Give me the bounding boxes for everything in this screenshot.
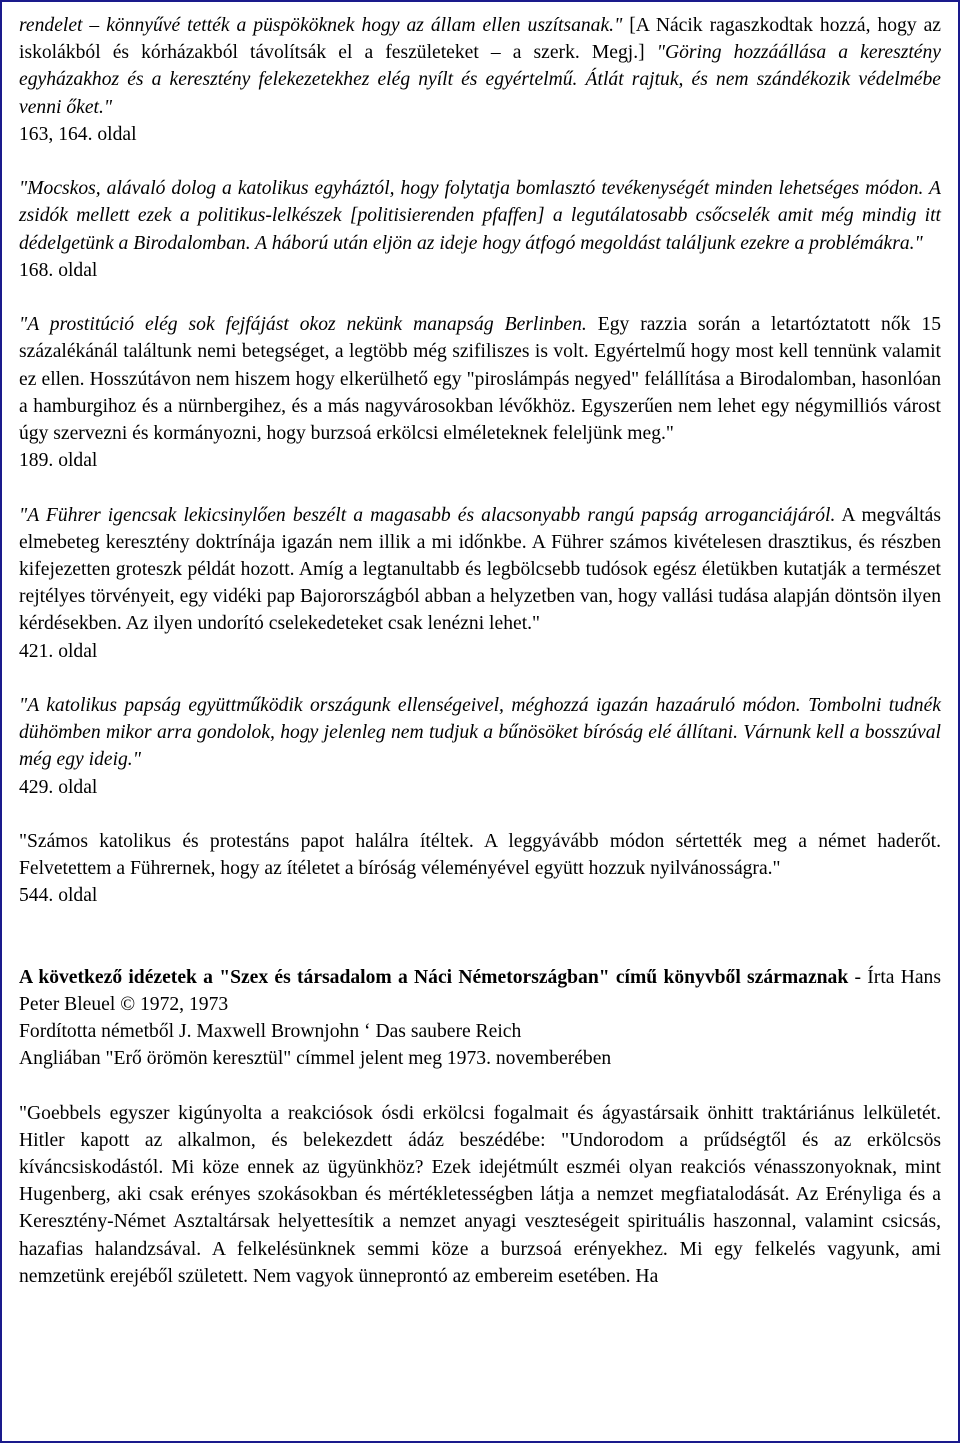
paragraph-gap bbox=[19, 474, 941, 501]
page-reference: 421. oldal bbox=[19, 640, 98, 662]
source-byline: - Írta Hans Peter Bleuel © 1972, 1973 bbox=[19, 966, 941, 1015]
publication-line: Angliában "Erő örömön keresztül" címmel jelent meg 1973. novemberében bbox=[19, 1048, 612, 1070]
quote-italic-text: "Mocskos, alávaló dolog a katolikus egyháztól, hogy folytatja bomlasztó tevékenységét minden lehetséges módon. A zsidók mellett ezek a politikus-lelkészek [politisierenden pfaffen] a legutálatosabb csőcselék amit még mindig itt dédelgetünk a Birodalomban. A háború után eljön az ideje hogy átfogó megoldást találjunk ezekre a problémákra." bbox=[19, 178, 941, 254]
page-reference: 544. oldal bbox=[19, 885, 98, 907]
paragraph-gap bbox=[19, 148, 941, 175]
quote-paragraph bbox=[19, 502, 941, 665]
editor-note: [A Nácik ragaszkodtak hozzá, hogy az iskolákból és kórházakból távolítsák el a feszületeket – a szerk. Megj.] bbox=[19, 15, 941, 64]
intro-italic-text: rendelet – könnyűvé tették a püspököknek hogy az állam ellen uszítsanak." bbox=[19, 15, 623, 36]
quote-italic-text: "A Führer igencsak lekicsinylően beszélt a magasabb és alacsonyabb rangú papság arroganciájáról. bbox=[19, 504, 836, 526]
paragraph-gap bbox=[19, 801, 941, 828]
translator-line: Fordította németből J. Maxwell Brownjohn ‘ Das saubere Reich bbox=[19, 1021, 522, 1043]
quote-paragraph bbox=[19, 692, 941, 801]
source-heading: A következő idézetek a "Szex és társadalom a Náci Németországban" című könyvből származnak bbox=[19, 966, 849, 988]
paragraph-gap bbox=[19, 284, 941, 311]
quote-paragraph bbox=[19, 828, 941, 910]
quote-plain-text: "Számos katolikus és protestáns papot halálra ítéltek. A leggyávább módon sértették meg a német haderőt. Felvetettem a Führernek, hogy az ítéletet a bíróság véleményével együtt hozzuk nyilvánosságra." bbox=[19, 831, 941, 880]
source-paragraph bbox=[19, 964, 941, 1073]
quote-plain-text: A megváltás elmebeteg keresztény doktrínája igazán nem illik a mi időnkbe. A Führer számos kivételesen drasztikus, és részben kifejezetten groteszk példát hozott. Amíg a legtanultabb és legbölcsebb tudósok egész életükben kutatják a természet rejtélyes törvényeit, egy vidéki pap Bajorországból abban a helyzetben van, hogy vallási tudása alapján döntsön ilyen kérdésekben. Az ilyen undorító cselekedeteket csak lenézni lehet." bbox=[19, 504, 941, 635]
paragraph-gap bbox=[19, 1072, 941, 1099]
paragraph-gap bbox=[19, 665, 941, 692]
quote-plain-text: Egy razzia során a letartóztatott nők 15 százalékánál találtunk nemi betegséget, a legtöbb még szifiliszes is volt. Egyértelmű hogy most kell tennünk valamit ez ellen. Hosszútávon nem hiszem hogy elkerülhető egy "piroslámpás negyed" felállítása a Birodalomban, hasonlóan a hamburgihoz és a nürnbergihez, és a más nagyvárosokban lévőkhöz. Egyszerűen nem lehet egy négymilliós várost úgy szervezni és kormányozni, hogy burzsoá erkölcsi elméleteknek feleljünk meg." bbox=[19, 314, 941, 445]
final-quote-text: "Goebbels egyszer kigúnyolta a reakciósok ósdi erkölcsi fogalmait és ágyastársaik önhitt traktáriánus lelkületét. Hitler kapott az alkalmon, és belekezdett ádáz beszédébe: "Undorodom a prűdségtől és az erkölcsös kíváncsiskodástól. Mi köze ennek az ügyünkhöz? Ezek idejétmúlt eszméi olyan reakciós vénasszonyoknak, mint Hugenberg, aki csak erényes szokásokban és mértékletességben látja a nemzet megfiatalodását. Az Erényliga és a Keresztény-Német Asztaltársak helyettesítik a nemzet anyagi veszteségeit spirituális haszonnal, valamint csicsás, hazafias halandzsával. A felkelésünknek semmi köze a burzsoá erényekhez. Mi egy felkelés vagyunk, ami nemzetünk erejéből született. Nem vagyok ünneprontó az embereim esetében. Ha bbox=[19, 1102, 941, 1287]
goring-quote: "Göring hozzáállása a keresztény egyházakhoz és a keresztény felekezetekhez elég nyílt és egyértelmű. Átlát rajtuk, és nem szándékozik védelmébe venni őket." bbox=[19, 42, 941, 118]
intro-paragraph bbox=[19, 12, 941, 148]
quote-italic-text: "A prostitúció elég sok fejfájást okoz nekünk manapság Berlinben. bbox=[19, 314, 587, 336]
section-gap bbox=[19, 910, 941, 964]
quote-italic-text: "A katolikus papság együttműködik országunk ellenségeivel, méghozzá igazán hazaáruló módon. Tombolni tudnék dühömben mikor arra gondolok, hogy jelenleg nem tudjuk a bűnösöket bíróság elé állítani. Várnunk kell a bosszúval még egy ideig." bbox=[19, 695, 941, 771]
page-reference: 168. oldal bbox=[19, 259, 98, 281]
page-reference: 189. oldal bbox=[19, 450, 98, 472]
page-reference: 429. oldal bbox=[19, 776, 98, 798]
page-reference: 163, 164. oldal bbox=[19, 123, 137, 145]
quote-paragraph bbox=[19, 175, 941, 284]
final-quote-paragraph bbox=[19, 1100, 941, 1290]
document-body bbox=[19, 12, 941, 1290]
quote-paragraph bbox=[19, 311, 941, 474]
